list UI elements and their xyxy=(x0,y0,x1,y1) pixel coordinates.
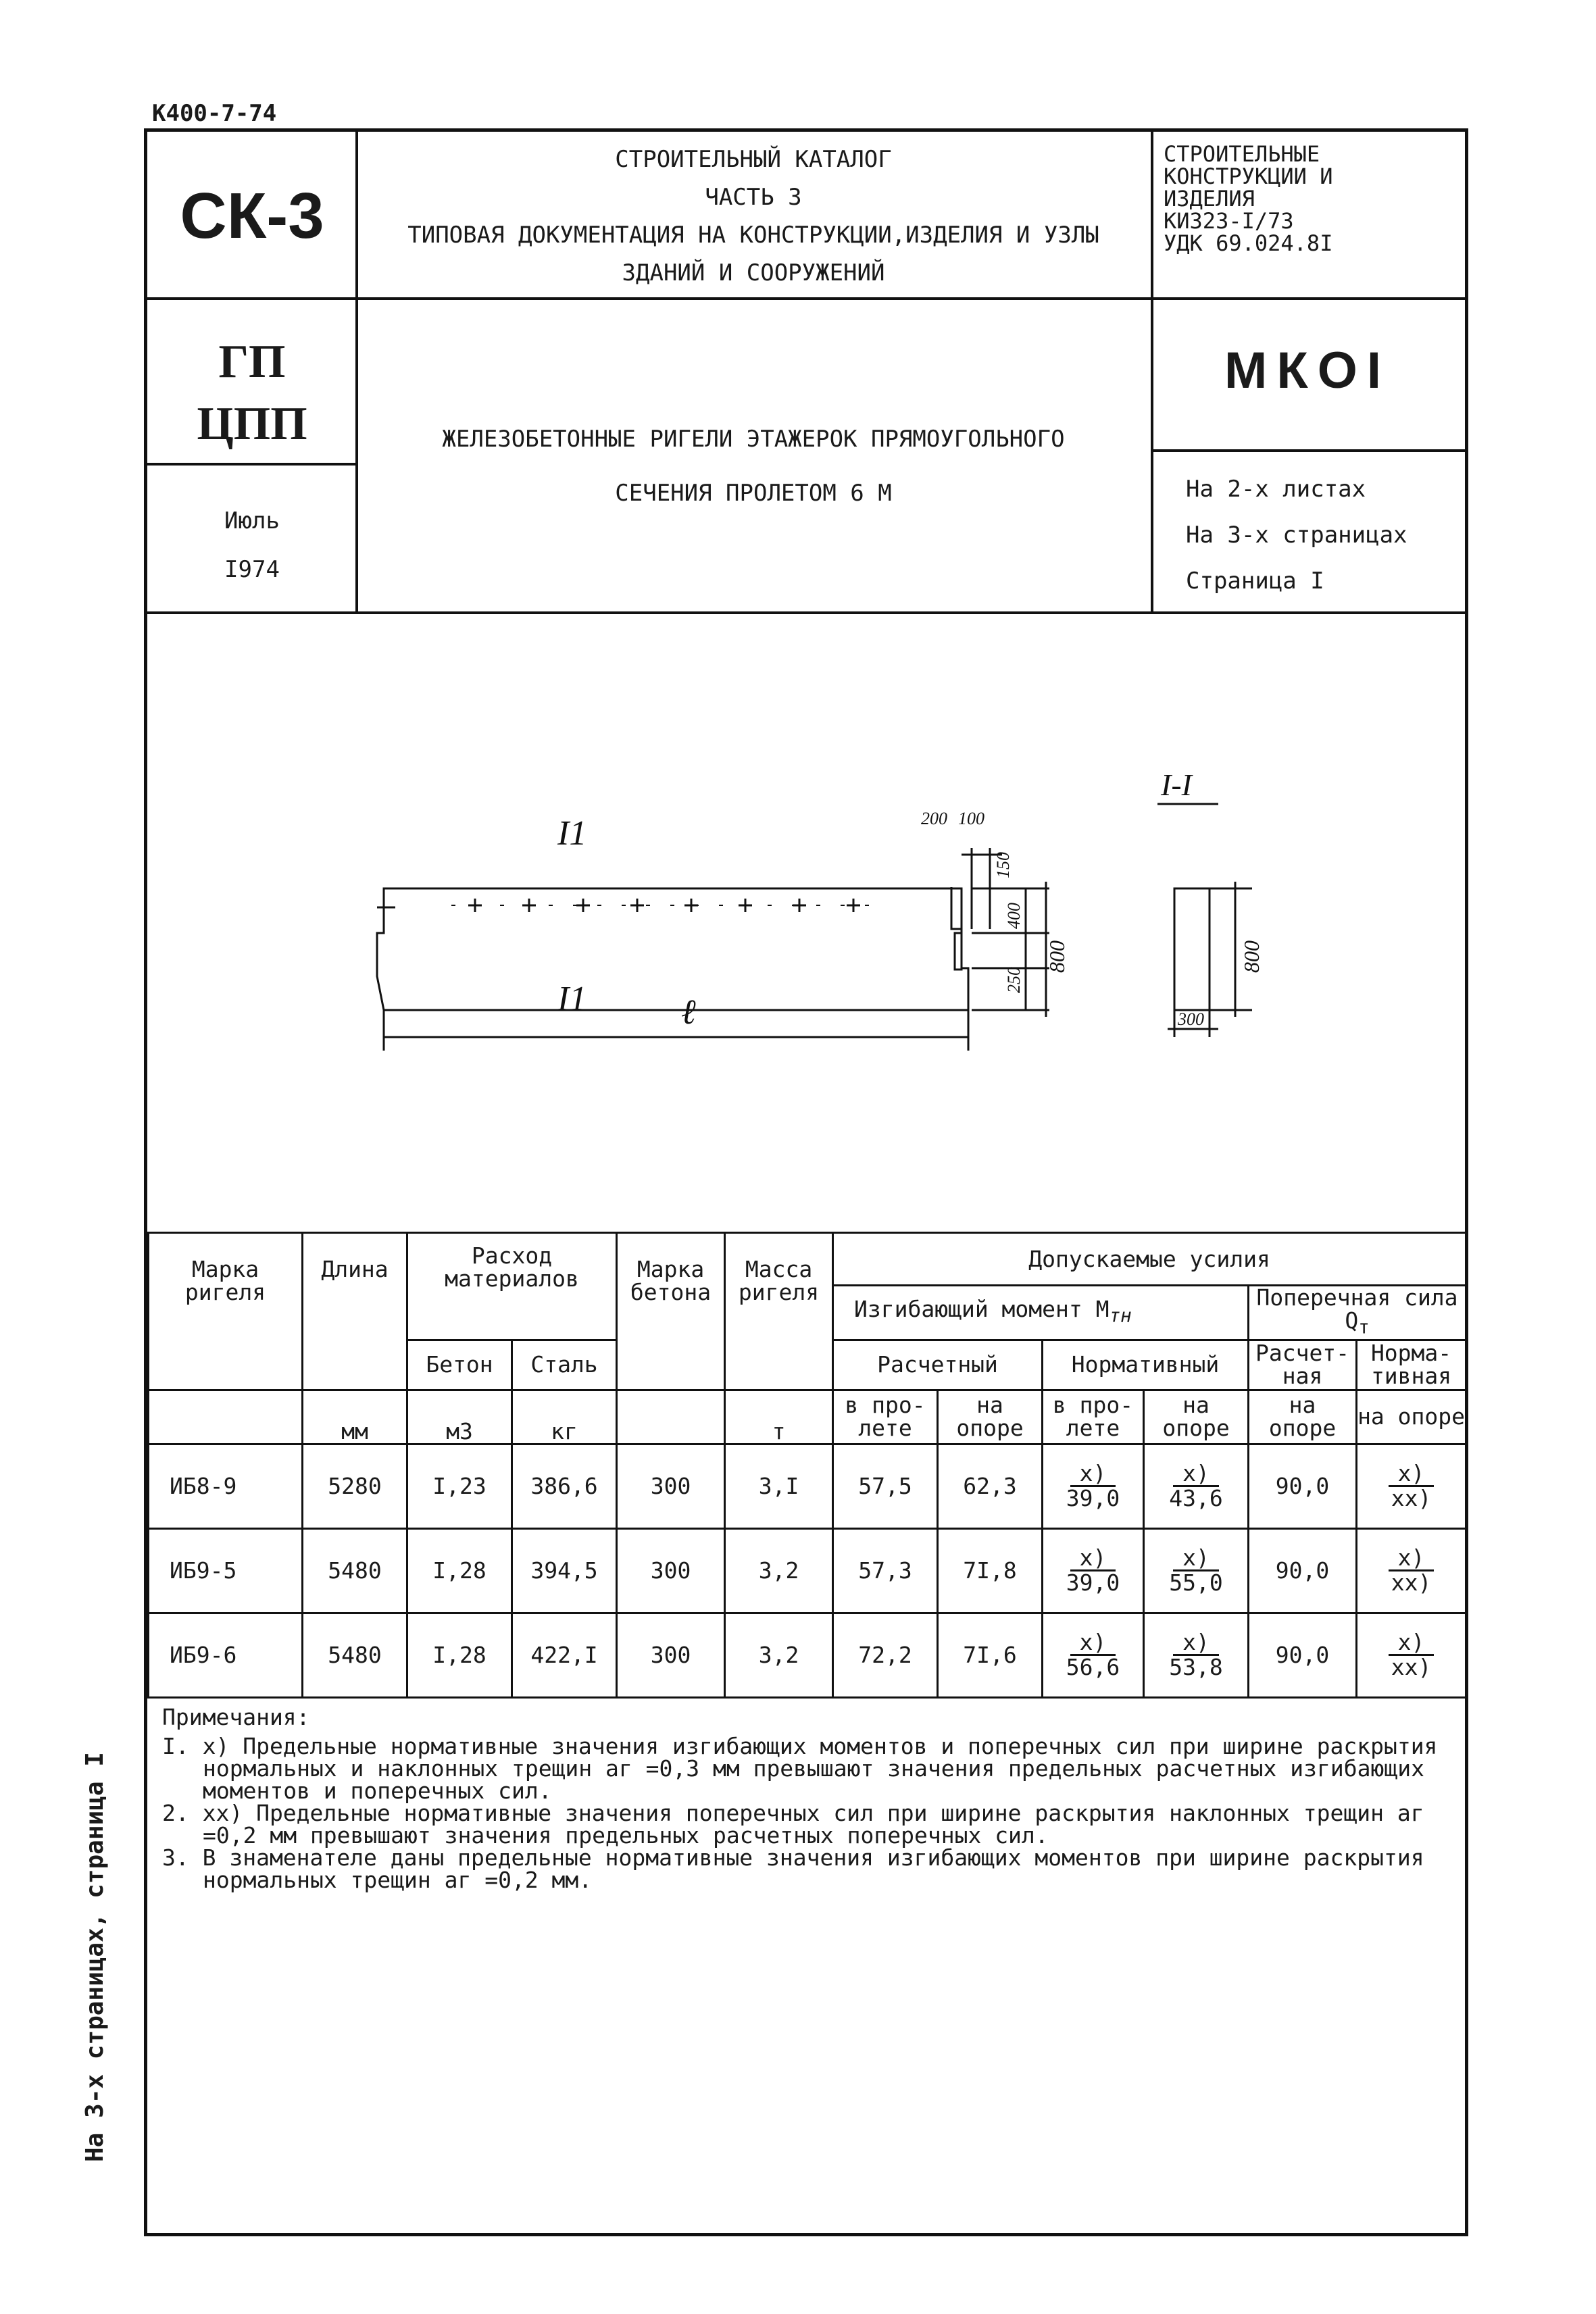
classification-line-4: КИЗ23-I/73 xyxy=(1164,208,1294,234)
header-shear-force-unit: т xyxy=(1358,1316,1370,1338)
row-length: 5280 xyxy=(303,1444,407,1528)
header-calc-in-span: в про- лете xyxy=(833,1390,938,1444)
header-allowable-forces: Допускаемые усилия xyxy=(833,1233,1466,1286)
row-m-norm-span xyxy=(1043,1444,1144,1528)
row-grade: 300 xyxy=(617,1528,725,1613)
organization-line-2: ЦПП xyxy=(197,398,307,450)
fraction-numerator: x) xyxy=(1070,1546,1116,1571)
sheet-count: На 2-х листах xyxy=(1186,476,1366,503)
header-norm-in-span: в про- лете xyxy=(1043,1390,1144,1444)
row-m-calc-support: 7I,8 xyxy=(938,1528,1043,1613)
header-concrete-grade: Марка бетона xyxy=(617,1233,725,1390)
row-m-calc-support: 7I,6 xyxy=(938,1613,1043,1697)
note-1: I. x) Предельные нормативные значения изгибающих моментов и поперечных сил при ширине раскрытия нормальных и наклонных трещин аг =0,3 мм превышают значения предельных расчетных изгибающих моментов и поперечных сил. xyxy=(162,1733,1438,1804)
note-3: 3. В знаменателе даны предельные нормативные значения изгибающих моментов при ширине раскрытия нормальных трещин аг =0,2 мм. xyxy=(162,1844,1424,1893)
section-dim-800: 800 xyxy=(1239,940,1264,973)
beam-notch xyxy=(951,887,962,929)
fraction-numerator: x) xyxy=(1389,1546,1435,1571)
fraction-denominator: 55,0 xyxy=(1169,1569,1223,1596)
row-concrete: I,28 xyxy=(407,1613,512,1697)
fraction-denominator: xx) xyxy=(1391,1485,1432,1512)
specification-table xyxy=(147,1232,1467,1699)
dim-250: 250 xyxy=(1004,967,1024,993)
header-steel: Сталь xyxy=(512,1340,617,1390)
classification-line-5: УДК 69.024.8I xyxy=(1164,230,1333,256)
notes-title: Примечания: xyxy=(162,1704,310,1730)
product-title-line-1: ЖЕЛЕЗОБЕТОННЫЕ РИГЕЛИ ЭТАЖЕРОК ПРЯМОУГОЛЬНОГО xyxy=(442,426,1065,453)
row-concrete: I,23 xyxy=(407,1444,512,1528)
fraction-numerator: x) xyxy=(1389,1631,1435,1656)
page-number: Страница I xyxy=(1186,568,1324,595)
unit-steel: кг xyxy=(512,1390,617,1444)
fraction-denominator: 53,8 xyxy=(1169,1654,1223,1681)
fraction-denominator: 39,0 xyxy=(1066,1485,1120,1512)
row-steel: 422,I xyxy=(512,1613,617,1697)
header-bending-moment-unit: тн xyxy=(1109,1305,1132,1327)
section-mark-bottom: I1 xyxy=(557,980,587,1018)
unit-concrete: м3 xyxy=(407,1390,512,1444)
height-dimension-lines xyxy=(1026,882,1046,1017)
unit-length: мм xyxy=(303,1390,407,1444)
fraction-numerator: x) xyxy=(1070,1631,1116,1656)
row-mark: ИБ9-6 xyxy=(149,1613,303,1697)
fraction-denominator: xx) xyxy=(1391,1654,1432,1681)
header-concrete: Бетон xyxy=(407,1340,512,1390)
classification-line-1: СТРОИТЕЛЬНЫЕ xyxy=(1164,141,1320,167)
row-m-calc-span: 57,3 xyxy=(833,1528,938,1613)
header-norm-at-support: на опоре xyxy=(1144,1390,1249,1444)
row-m-calc-span: 57,5 xyxy=(833,1444,938,1528)
row-m-norm-span xyxy=(1043,1613,1144,1697)
catalog-title-line-3: ТИПОВАЯ ДОКУМЕНТАЦИЯ НА КОНСТРУКЦИИ,ИЗДЕЛИЯ И УЗЛЫ xyxy=(407,222,1099,249)
organization-line-1: ГП xyxy=(218,336,286,388)
fraction-numerator: x) xyxy=(1173,1462,1219,1487)
row-concrete: I,28 xyxy=(407,1528,512,1613)
fraction-numerator: x) xyxy=(1173,1546,1219,1571)
dim-100: 100 xyxy=(958,809,984,828)
page-count: На 3-х страницах xyxy=(1186,522,1407,549)
sheet-info xyxy=(1186,466,1407,604)
fraction-denominator: 39,0 xyxy=(1066,1569,1120,1596)
dim-800: 800 xyxy=(1045,940,1069,973)
dim-150: 150 xyxy=(993,852,1013,878)
header-shear-norm-at-support: на опоре xyxy=(1357,1390,1466,1444)
row-m-norm-span xyxy=(1043,1528,1144,1613)
row-q-norm xyxy=(1357,1613,1466,1697)
section-mark-top: I1 xyxy=(557,814,587,853)
org-divider xyxy=(144,463,357,466)
row-length: 5480 xyxy=(303,1528,407,1613)
unit-grade-blank xyxy=(617,1390,725,1444)
header-mass: Масса ригеля xyxy=(725,1233,833,1390)
row-q-norm xyxy=(1357,1528,1466,1613)
header-bending-moment-label: Изгибающий момент М xyxy=(854,1296,1109,1322)
header-length: Длина xyxy=(303,1233,407,1390)
issue-date xyxy=(147,497,357,594)
classification-line-3: ИЗДЕЛИЯ xyxy=(1164,186,1255,211)
product-title-line-2: СЕЧЕНИЯ ПРОЛЕТОМ 6 М xyxy=(615,480,892,507)
header-calc-support: Расчет- ная xyxy=(1249,1340,1357,1390)
issue-year: I974 xyxy=(224,556,280,583)
table-row xyxy=(149,1444,1466,1528)
fraction-denominator: 56,6 xyxy=(1066,1654,1120,1681)
row-mark: ИБ8-9 xyxy=(149,1444,303,1528)
unit-blank xyxy=(149,1390,303,1444)
row-mass: 3,2 xyxy=(725,1613,833,1697)
row-q-calc: 90,0 xyxy=(1249,1444,1357,1528)
catalog-title-line-4: ЗДАНИЙ И СООРУЖЕНИЙ xyxy=(622,259,885,286)
length-label: ℓ xyxy=(681,993,696,1032)
issue-month: Июль xyxy=(224,507,280,534)
note-2: 2. xx) Предельные нормативные значения поперечных сил при ширине раскрытия наклонных трещин аг =0,2 мм превышают значения предельных расчетных поперечных сил. xyxy=(162,1800,1424,1848)
dim-400: 400 xyxy=(1004,903,1024,929)
section-title: I-I xyxy=(1161,768,1192,802)
section-outline xyxy=(1174,888,1210,1010)
header-shear-force xyxy=(1249,1286,1466,1340)
row-grade: 300 xyxy=(617,1444,725,1528)
header-shear-calc-at-support: на опоре xyxy=(1249,1390,1357,1444)
row-m-norm-support xyxy=(1144,1444,1249,1528)
fraction-denominator: 43,6 xyxy=(1169,1485,1223,1512)
row-q-calc: 90,0 xyxy=(1249,1528,1357,1613)
row-q-norm xyxy=(1357,1444,1466,1528)
row-mass: 3,I xyxy=(725,1444,833,1528)
fraction-numerator: x) xyxy=(1070,1462,1116,1487)
header-norm-support: Норма- тивная xyxy=(1357,1340,1466,1390)
fraction-numerator: x) xyxy=(1173,1631,1219,1656)
fraction-numerator: x) xyxy=(1389,1462,1435,1487)
header-divider xyxy=(144,297,1468,300)
catalog-title-line-1: СТРОИТЕЛЬНЫЙ КАТАЛОГ xyxy=(615,146,892,173)
section-dim-300: 300 xyxy=(1178,1009,1204,1029)
mark-divider xyxy=(1152,449,1468,452)
notes xyxy=(162,1706,1446,1891)
right-column-divider xyxy=(1151,128,1153,611)
row-q-calc: 90,0 xyxy=(1249,1613,1357,1697)
row-mass: 3,2 xyxy=(725,1528,833,1613)
beam-drawing xyxy=(144,611,1468,1233)
unit-mass: т xyxy=(725,1390,833,1444)
product-title xyxy=(358,412,1149,520)
table-row xyxy=(149,1613,1466,1697)
length-dimension-line xyxy=(384,1010,968,1051)
catalog-classification xyxy=(1164,143,1461,255)
row-grade: 300 xyxy=(617,1613,725,1697)
header-materials: Расход материалов xyxy=(407,1233,617,1340)
row-m-norm-support xyxy=(1144,1613,1249,1697)
organization xyxy=(147,331,357,455)
dim-200: 200 xyxy=(921,809,947,828)
row-length: 5480 xyxy=(303,1613,407,1697)
beam-end-details xyxy=(377,888,962,968)
header-calculated: Расчетный xyxy=(833,1340,1043,1390)
row-mark: ИБ9-5 xyxy=(149,1528,303,1613)
side-page-label: На 3-х страницах, страница I xyxy=(81,1752,109,2162)
header-shear-force-label: Поперечная сила Q xyxy=(1256,1284,1458,1334)
document-code: К400-7-74 xyxy=(152,100,277,127)
fraction-denominator: xx) xyxy=(1391,1569,1432,1596)
header-bending-moment xyxy=(833,1286,1249,1340)
row-m-calc-support: 62,3 xyxy=(938,1444,1043,1528)
classification-line-2: КОНСТРУКЦИИ И xyxy=(1164,164,1333,189)
anchor-points xyxy=(451,899,880,912)
header-calc-at-support: на опоре xyxy=(938,1390,1043,1444)
row-m-norm-support xyxy=(1144,1528,1249,1613)
catalog-title xyxy=(358,141,1149,292)
series-code: СК-3 xyxy=(180,180,324,252)
table-row xyxy=(149,1528,1466,1613)
row-steel: 386,6 xyxy=(512,1444,617,1528)
header-mark: Марка ригеля xyxy=(149,1233,303,1390)
beam-outline xyxy=(377,888,968,1010)
header-normative: Нормативный xyxy=(1043,1340,1249,1390)
row-steel: 394,5 xyxy=(512,1528,617,1613)
row-m-calc-span: 72,2 xyxy=(833,1613,938,1697)
product-mark: МКОI xyxy=(1224,342,1391,399)
catalog-title-line-2: ЧАСТЬ 3 xyxy=(705,184,802,211)
